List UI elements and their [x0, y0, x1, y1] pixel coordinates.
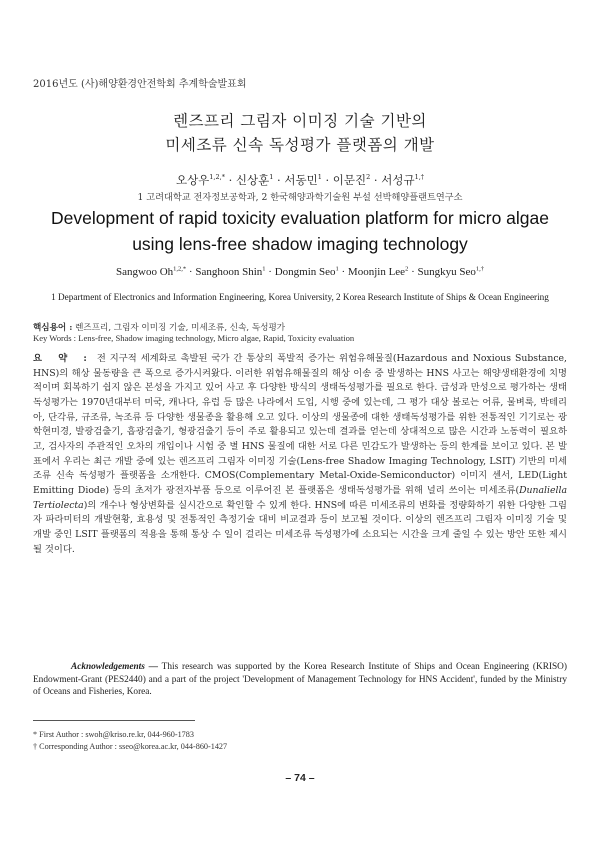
author-affil-mark: 1: [335, 265, 339, 273]
conference-header: 2016년도 (사)해양환경안전학회 추계학술발표회: [33, 79, 247, 90]
author-name: 서성규: [381, 173, 415, 187]
abstract-body: [33, 352, 567, 557]
author-affil-mark: 1: [262, 265, 266, 273]
author-name: 신상훈: [235, 173, 270, 187]
korean-authors: 오상우$^{1,2,*}$ · 신상훈$^1$ · 서동민$^1$ · 이문진$^2$ · 서성규$^{1,\dagger}$: [175, 173, 425, 187]
author-affil-mark: 2: [405, 265, 409, 273]
author-name: Sangwoo Oh: [116, 266, 174, 278]
korean-affiliation: 1 고려대학교 전자정보공학과, 2 한국해양과학기술원 부설 선박해양플랜트연구소: [137, 192, 463, 203]
author-name: Dongmin Seo: [274, 266, 336, 278]
page-number: – 74 –: [285, 772, 315, 784]
english-title-line1: Development of rapid toxicity evaluation platform for micro algae: [50, 208, 549, 228]
author-name: 이문진: [332, 173, 367, 187]
keywords-english-text: Lens-free, Shadow imaging technology, Micro algae, Rapid, Toxicity evaluation: [78, 333, 355, 343]
acknowledgements: [33, 661, 567, 699]
keywords-korean-label: 핵심용어 :: [33, 323, 73, 333]
keywords-english-label: Key Words :: [33, 333, 77, 343]
english-title-line2: using lens-free shadow imaging technology: [132, 234, 468, 254]
author-affil-mark: 1,†: [414, 173, 425, 182]
abstract-label: 요 약 :: [33, 353, 93, 364]
footnote-divider: [33, 720, 195, 721]
author-name: 서동민: [284, 173, 318, 187]
author-name: Sanghoon Shin: [195, 266, 263, 278]
author-affil-mark: 1: [269, 173, 274, 182]
abstract-text-part1: 전 지구적 세계화로 촉발된 국가 간 통상의 폭발적 증가는 위험유해물질(Hazardous and Noxious Substance, HNS)의 해상 물동량을 큰 폭으로 증가시켜왔다. 이러한 위험유해물질의 해상 이송 중 발생하는 HNS 사고는 해양생태환경에 치명적이며 회복하기 쉽지 않은 본성을 가지고 있어 사고 후 다양한 방식의 생태독성평가를 필요로 한다. 급성과 만성으로 평가하는 생태독성평가는 1970년대부터 미국, 캐나다, 유럽 등 많은 나라에서 도입, 시행 중에 있는데, 그 평가 대상 볼로는 어류, 물벼룩, 박테리아, 단각류, 규조류, 녹조류 등 다양한 생물종을 활용해 오고 있다. 이상의 생물종에 대한 생태독성평가를 위한 전통적인 기기로는 광학현미경, 발광검출기, 흡광검출기, 형광검출기 등이 주로 활용되고 있는데 결과를 얻는데 상대적으로 많은 시간과 노동력이 필요하고, 검사자의 주관적인 오차의 개입이나 시험 중 별 HNS 물질에 대한 서로 다른 민감도가 발생하는 등의 한계를 보이고 있다. 본 발표에서 우리는 최근 개발 중에 있는 렌즈프리 그림자 이미징 기술(Lens-free Shadow Imaging Technology, LSIT) 기반의 미세조류 신속 독성평가 플랫폼을 소개한다. CMOS(Complementary Metal-Oxide-Semiconductor) 이미지 센서, LED(Light Emitting Diode) 등의 초저가 광전자부품 등으로 이루어진 본 플랫폼은 생태독성평가를 위해 널리 쓰이는 미세조류(: [33, 353, 568, 496]
author-name: Sungkyu Seo: [417, 266, 476, 278]
author-affil-mark: 1,2,*: [173, 265, 187, 273]
species-name: Dunaliella Tertiolecta: [33, 484, 567, 511]
author-affil-mark: 1,†: [475, 265, 484, 273]
keywords-korean-text: 렌즈프리, 그림자 이미징 기술, 미세조류, 신속, 독성평가: [75, 323, 286, 333]
author-affil-mark: 2: [366, 173, 371, 182]
english-authors: Sangwoo $Oh^{1,2,*}$ · Sanghoon Shin$^1$ · Dongmin Seo$^1$ · Moonjin Lee$^2$ · Sungkyu Seo$^{1,\dagger}$: [116, 265, 484, 278]
author-name: Moonjin Lee: [347, 266, 406, 278]
english-affiliation: 1 Department of Electronics and Information Engineering, Korea University, 2 Korea Research Institute of Ships & Ocean Engineering: [51, 292, 549, 302]
footnote-corresponding-author: † Corresponding Author : sseo@korea.ac.kr, 044-860-1427: [33, 742, 228, 751]
footnote-first-author: * First Author : swoh@kriso.re.kr, 044-960-1783: [33, 730, 194, 739]
acknowledgements-text: This research was supported by the Korea Research Institute of Ships and Ocean Engineering (KRISO) Endowment-Grant (PES2440) and a part of the project 'Development of Management Technology for HNS Accident', funded by the Ministry of Oceans and Fisheries, Korea.: [33, 662, 567, 698]
keywords-english: [33, 333, 354, 343]
author-name: 오상우: [175, 173, 210, 187]
author-affil-mark: 1,2,*: [209, 173, 225, 182]
acknowledgements-label: Acknowledgements —: [71, 662, 158, 672]
keywords-korean: [33, 321, 285, 333]
abstract-text-part2: )의 개수나 형상변화를 실시간으로 확인할 수 있게 한다. HNS에 따른 미세조류의 변화를 정량화하기 위한 다양한 그림자 파라미터의 개발현황, 효용성 및 전통적인 측정기술 대비 비교결과 등이 보고될 것이다. 이상의 렌즈프리 그림자 이미징 기술 및 개발 중인 LSIT 플랫폼의 적용을 통해 통상 수 일이 걸리는 미세조류 독성평가에 소요되는 시간을 크게 줄일 수 있는 방안 또한 제시될 것이다.: [33, 499, 567, 555]
author-affil-mark: 1: [317, 173, 322, 182]
korean-title-line1: 렌즈프리 그림자 이미징 기술 기반의: [173, 112, 427, 130]
korean-title-line2: 미세조류 신속 독성평가 플랫폼의 개발: [165, 136, 435, 154]
